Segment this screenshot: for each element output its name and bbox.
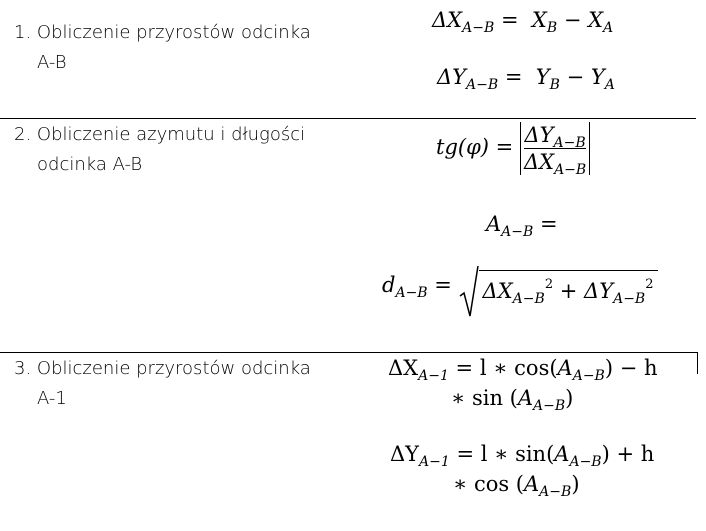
eq-dy-b-sub: B	[549, 77, 560, 93]
equation-delta-x-a1-line-1	[388, 356, 658, 384]
radical-sign-icon	[459, 266, 479, 318]
eq-dx1-line2: ∗ sin (	[451, 386, 518, 410]
eq-d-lhs: d	[382, 273, 396, 297]
section-divider-1	[0, 118, 696, 119]
eq-dy1-rhs1: = l ∗ sin(	[449, 442, 555, 466]
eq-dy-equals: =	[498, 65, 536, 89]
eq-dx1-rhs2: ) − h	[604, 356, 658, 380]
eq-dy1-lhs: ΔY	[390, 442, 420, 466]
eq-dy1-lhs-sub: A−1	[419, 454, 450, 470]
eq-tg-fraction	[520, 122, 590, 178]
eq-dy-minus: −	[559, 65, 591, 89]
step-2-line-2: odcinka A-B	[37, 154, 143, 175]
step-1-line-1: 1. Obliczenie przyrostów odcinka	[14, 22, 311, 43]
eq-tg-equals: =	[488, 135, 520, 159]
eq-d-plus: +	[553, 279, 585, 303]
equation-delta-x-a1-line-2	[451, 386, 574, 414]
eq-dx1-a2: A	[517, 386, 534, 410]
step-1-line-2: A-B	[37, 52, 67, 73]
eq-d-t2-sq: 2	[645, 277, 654, 292]
section-divider-2	[0, 352, 698, 353]
eq-tg-numerator	[524, 122, 586, 149]
eq-tg-num: ΔY	[524, 123, 554, 147]
eq-d-t2: ΔY	[584, 279, 614, 303]
eq-dx-b: X	[531, 8, 547, 32]
eq-d-t2-sub: A−B	[613, 291, 646, 307]
eq-dx1-rhs1: = l ∗ cos(	[448, 356, 558, 380]
eq-dx1-a: A	[557, 356, 573, 380]
eq-tg-den: ΔX	[523, 150, 555, 174]
equation-delta-y-a1-line-2	[453, 472, 580, 500]
step-3-line-1: 3. Obliczenie przyrostów odcinka	[14, 358, 311, 379]
eq-dy1-a2-sub: A−B	[539, 484, 572, 500]
eq-dx-equals: =	[494, 8, 532, 32]
eq-d-radicand	[479, 270, 658, 307]
eq-d-t1-sub: A−B	[512, 291, 545, 307]
step-1-label	[14, 18, 311, 78]
section-divider-tick	[697, 352, 698, 374]
eq-d-sqrt	[459, 270, 658, 307]
eq-dx1-a-sub: A−B	[572, 368, 605, 384]
eq-tg-denominator	[523, 149, 587, 178]
eq-d-equals: =	[427, 273, 459, 297]
equation-azimuth	[486, 212, 558, 240]
eq-d-t1-sq: 2	[544, 277, 554, 292]
eq-dx-lhs-sub: A−B	[462, 20, 495, 36]
eq-dy1-close: )	[571, 472, 580, 496]
eq-dy1-a: A	[554, 442, 570, 466]
eq-d-lhs-sub: A−B	[395, 285, 428, 301]
eq-dx-a: X	[588, 8, 604, 32]
step-3-label	[14, 354, 311, 414]
eq-dy-b: Y	[535, 65, 550, 89]
eq-dx1-close: )	[565, 386, 574, 410]
eq-dx-lhs: ΔX	[432, 8, 463, 32]
step-2-label	[14, 120, 305, 180]
eq-dx-a-sub: A	[603, 20, 614, 36]
eq-dy1-a-sub: A−B	[569, 454, 602, 470]
equation-distance	[382, 270, 658, 307]
equation-delta-y-ab	[437, 65, 615, 93]
eq-dy1-a2: A	[524, 472, 540, 496]
eq-dy-a: Y	[590, 65, 605, 89]
eq-dx-b-sub: B	[546, 20, 558, 36]
eq-dy-lhs-sub: A−B	[466, 77, 499, 93]
eq-d-t1: ΔX	[482, 279, 513, 303]
equation-delta-y-a1-line-1	[390, 442, 655, 470]
eq-az-lhs-sub: A−B	[501, 224, 534, 240]
eq-az-equals: =	[533, 212, 558, 236]
eq-dx-minus: −	[557, 8, 589, 32]
eq-dy1-line2: ∗ cos (	[453, 472, 524, 496]
eq-dy-lhs: ΔY	[437, 65, 467, 89]
eq-tg-num-sub: A−B	[553, 135, 586, 151]
eq-dy-a-sub: A	[604, 77, 615, 93]
step-2-line-1: 2. Obliczenie azymutu i długości	[14, 124, 306, 145]
eq-dx1-a2-sub: A−B	[533, 398, 566, 414]
eq-dx1-lhs: ΔX	[388, 356, 419, 380]
equation-delta-x-ab	[432, 8, 614, 36]
eq-tg-den-sub: A−B	[554, 162, 587, 178]
eq-az-lhs: A	[486, 212, 502, 236]
eq-dx1-lhs-sub: A−1	[418, 368, 449, 384]
eq-tg-fn: tg(φ)	[436, 135, 489, 159]
equation-tangent	[436, 122, 590, 178]
step-3-line-2: A-1	[37, 388, 67, 409]
eq-dy1-rhs2: ) + h	[601, 442, 655, 466]
